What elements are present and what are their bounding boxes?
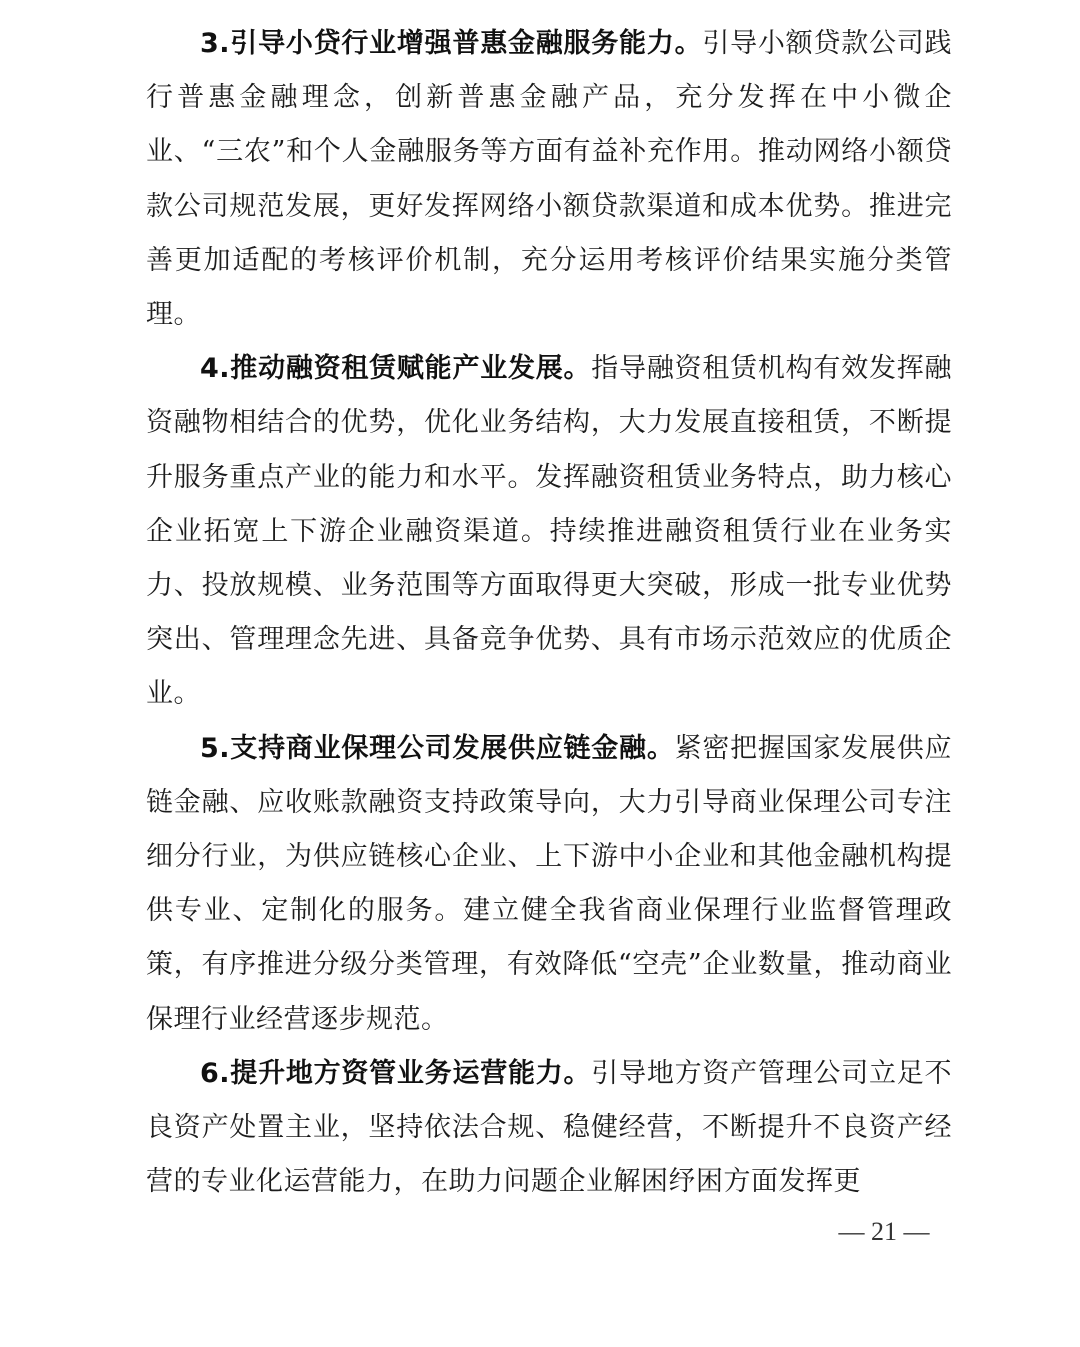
paragraph-6-text: 引导地方资产管理公司立足不良资产处置主业，坚持依法合规、稳健经营，不断提升不良资产经营的专业化运营能力，在助力问题企业解困纾困方面发挥更 (146, 1057, 953, 1198)
paragraph-3-text: 引导小额贷款公司践行普惠金融理念，创新普惠金融产品，充分发挥在中小微企业、“三农”和个人金融服务等方面有益补充作用。推动网络小额贷款公司规范发展，更好发挥网络小额贷款渠道和成本优势。推进完善更加适配的考核评价机制，充分运用考核评价结果实施分类管理。 (146, 28, 952, 331)
paragraph-3 (146, 17, 952, 342)
paragraph-5 (146, 722, 952, 1047)
page-number: — 21 — (838, 1217, 930, 1246)
paragraph-4-heading: 4.推动融资租赁赋能产业发展。 (200, 353, 592, 385)
paragraph-6 (146, 1047, 952, 1210)
paragraph-3-heading: 3.引导小贷行业增强普惠金融服务能力。 (200, 28, 703, 59)
document-body (146, 17, 952, 1209)
paragraph-5-text: 紧密把握国家发展供应链金融、应收账款融资支持政策导向，大力引导商业保理公司专注细分行业，为供应链核心企业、上下游中小企业和其他金融机构提供专业、定制化的服务。建立健全我省商业保理行业监督管理政策，有序推进分级分类管理，有效降低“空壳”企业数量，推动商业保理行业经营逐步规范。 (146, 732, 953, 1035)
paragraph-5-heading: 5.支持商业保理公司发展供应链金融。 (200, 732, 675, 764)
paragraph-4-text: 指导融资租赁机构有效发挥融资融物相结合的优势，优化业务结构，大力发展直接租赁，不断提升服务重点产业的能力和水平。发挥融资租赁业务特点，助力核心企业拓宽上下游企业融资渠道。持续推进融资租赁行业在业务实力、投放规模、业务范围等方面取得更大突破，形成一批专业优势突出、管理理念先进、具备竞争优势、具有市场示范效应的优质企业。 (146, 353, 953, 710)
paragraph-6-heading: 6.提升地方资管业务运营能力。 (200, 1057, 592, 1089)
paragraph-4 (146, 342, 952, 721)
